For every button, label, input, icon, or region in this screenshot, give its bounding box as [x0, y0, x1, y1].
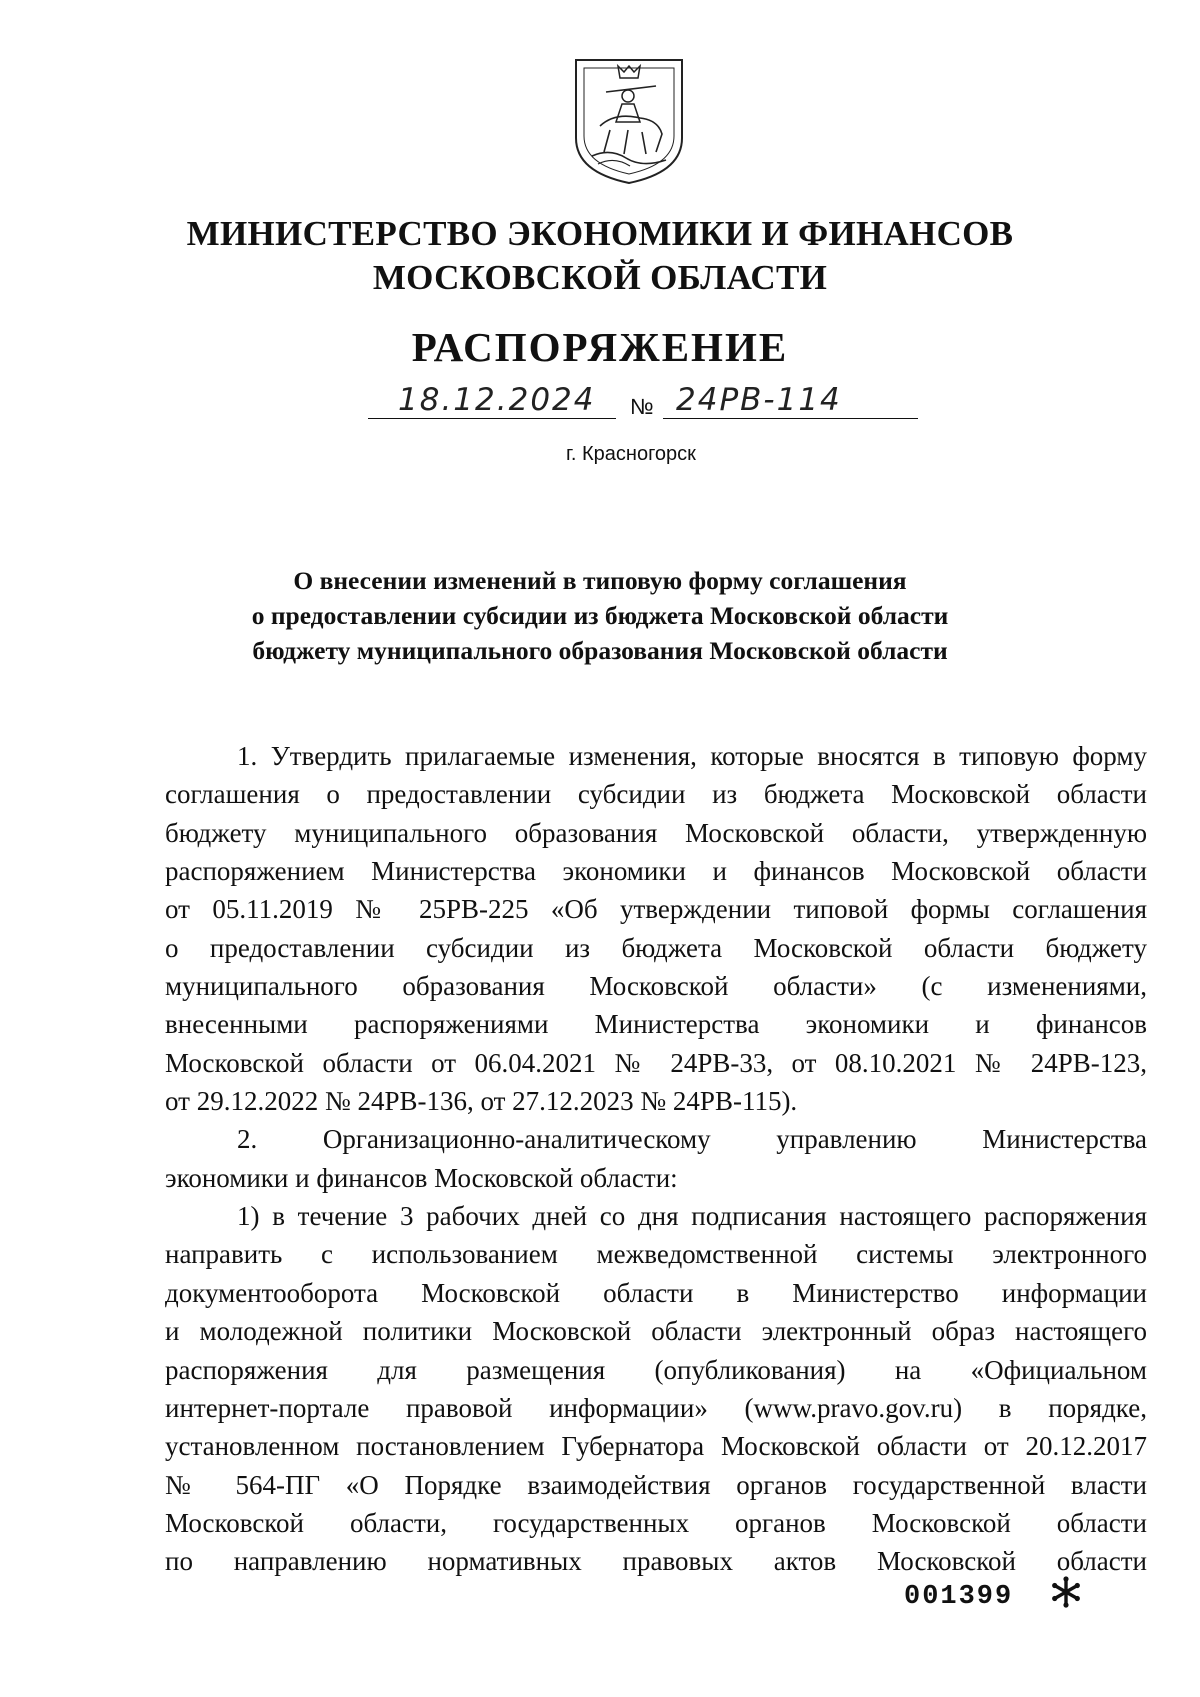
issue-city: г. Красногорск: [566, 443, 696, 465]
text-line: внесенными распоряжениями Министерства экономики и финансов: [165, 1009, 1147, 1040]
document-subject: [0, 563, 1200, 668]
text-line: установленном постановлением Губернатора Московской области от 20.12.2017: [165, 1431, 1147, 1462]
number-sign: №: [630, 394, 654, 419]
text-line: Московской области от 06.04.2021 № 24РВ-33, от 08.10.2021 № 24РВ-123,: [165, 1047, 1147, 1078]
text-line: направить с использованием межведомственной системы электронного: [165, 1239, 1147, 1270]
text-line: Московской области, государственных органов Московской области: [165, 1507, 1147, 1538]
subject-line: бюджету муниципального образования Московской области: [252, 636, 948, 665]
serial-number: 001399: [904, 1582, 1014, 1612]
text-line: о предоставлении субсидии из бюджета Московской области бюджету: [165, 932, 1147, 963]
text-line: экономики и финансов Московской области:: [165, 1162, 678, 1193]
text-line: интернет-портале правовой информации» (www.pravo.gov.ru) в порядке,: [165, 1392, 1147, 1423]
paragraph-1: [165, 737, 1147, 1120]
text-line: по направлению нормативных правовых актов Московской области: [165, 1546, 1147, 1577]
document-type-title: РАСПОРЯЖЕНИЕ: [411, 324, 789, 370]
document-date: 18.12.2024: [398, 382, 596, 418]
ministry-name-line1: МИНИСТЕРСТВО ЭКОНОМИКИ И ФИНАНСОВ: [186, 214, 1014, 253]
paragraph-3: [165, 1197, 1147, 1580]
text-line: № 564-ПГ «О Порядке взаимодействия органов государственной власти: [165, 1469, 1147, 1500]
text-line: и молодежной политики Московской области электронный образ настоящего: [165, 1316, 1147, 1347]
text-line: 1) в течение 3 рабочих дней со дня подписания настоящего распоряжения: [237, 1201, 1147, 1232]
text-line: от 29.12.2022 № 24РВ-136, от 27.12.2023 № 24РВ-115).: [165, 1086, 798, 1117]
paragraph-2: [165, 1120, 1147, 1197]
ministry-name-line2: МОСКОВСКОЙ ОБЛАСТИ: [372, 258, 828, 297]
coat-of-arms-icon: [570, 56, 688, 186]
text-line: распоряжения для размещения (опубликования) на «Официальном: [165, 1354, 1147, 1385]
text-line: муниципального образования Московской области» (с изменениями,: [165, 971, 1147, 1002]
document-number: 24РВ-114: [676, 382, 842, 418]
document-body: [165, 737, 1147, 1581]
text-line: 1. Утвердить прилагаемые изменения, которые вносятся в типовую форму: [237, 741, 1147, 771]
text-line: бюджету муниципального образования Московской области, утвержденную: [165, 817, 1147, 848]
subject-line: О внесении изменений в типовую форму соглашения: [293, 566, 907, 595]
subject-line: о предоставлении субсидии из бюджета Московской области: [251, 601, 949, 630]
asterisk-icon: [1050, 1576, 1082, 1608]
text-line: соглашения о предоставлении субсидии из бюджета Московской области: [165, 779, 1147, 810]
text-line: 2. Организационно-аналитическому управлению Министерства: [237, 1124, 1147, 1155]
text-line: документооборота Московской области в Министерство информации: [165, 1277, 1147, 1308]
text-line: от 05.11.2019 № 25РВ-225 «Об утверждении типовой формы соглашения: [165, 894, 1147, 925]
text-line: распоряжением Министерства экономики и финансов Московской области: [165, 856, 1147, 887]
